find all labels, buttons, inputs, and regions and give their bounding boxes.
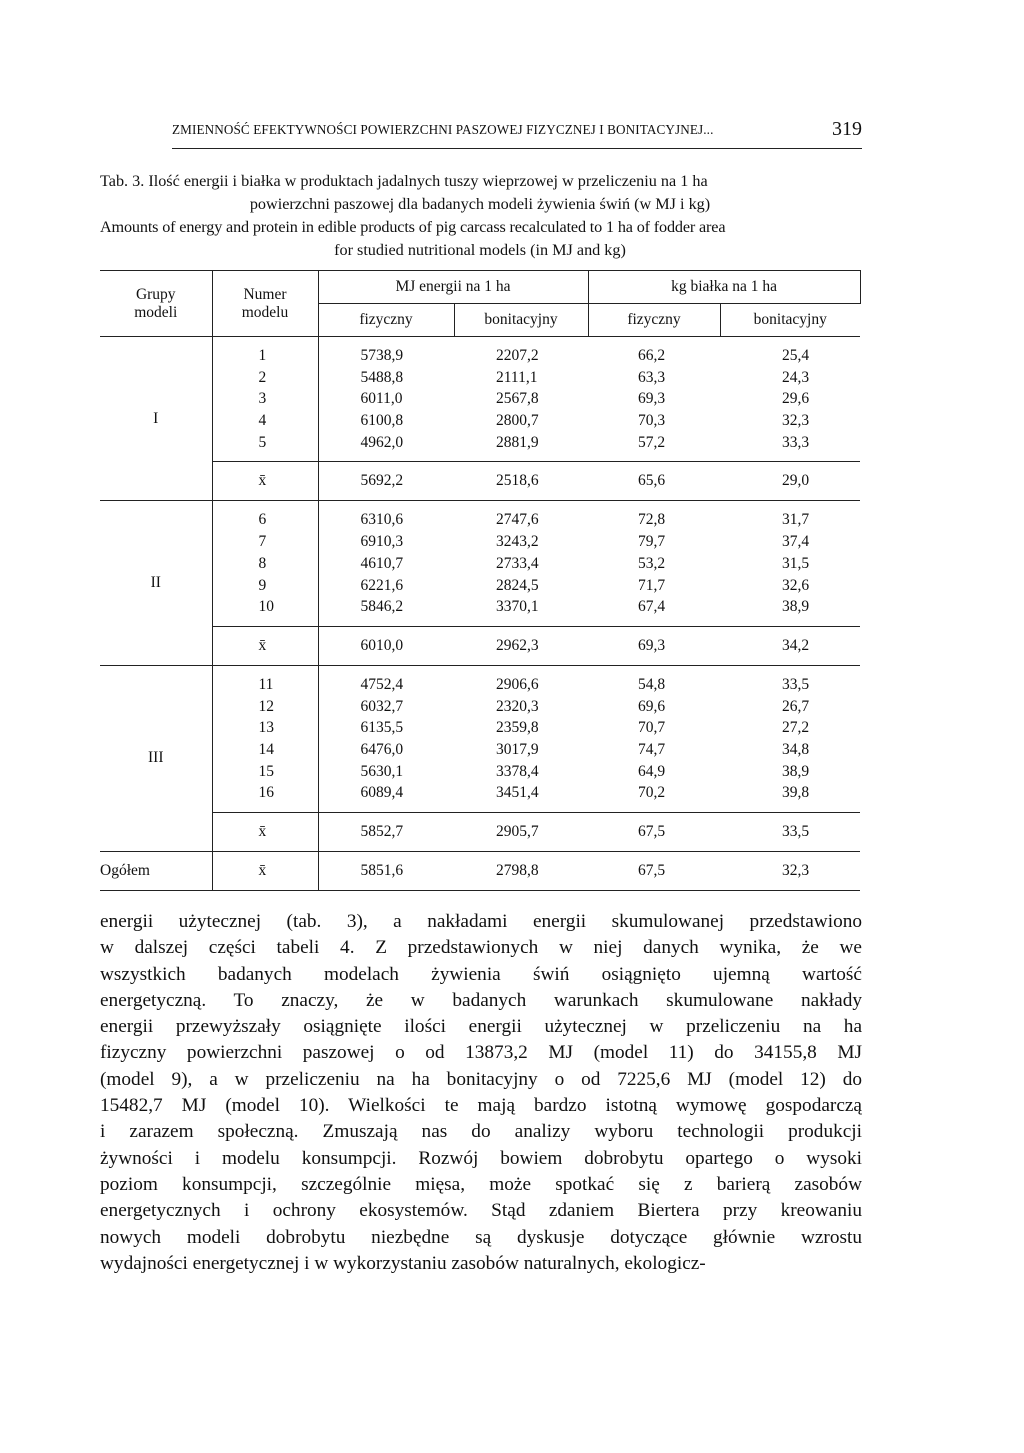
table-cell: 4962,0 [360,433,404,451]
body-line: energetyczną. To znaczy, że w badanych warunkach skumulowane nakłady [100,989,862,1011]
running-header [172,118,862,149]
table-cell: 11 [258,675,274,693]
table-cell: 2111,1 [496,368,538,386]
table-col-cell [318,501,454,626]
body-line: energii przewyższały osiągnięte ilości energii użytecznej w przeliczeniu na ha [100,1016,862,1038]
table-col-cell [212,501,318,626]
table-cell: 6089,4 [360,784,404,802]
table-cell: 37,4 [782,533,810,551]
table-col-cell [454,501,588,626]
table-cell: 2733,4 [496,554,539,572]
table-cell: 4610,7 [360,554,404,572]
table-cell: 6476,0 [360,740,404,758]
header-sub-3: bonitacyjny [720,304,860,337]
table-cell: 13 [258,719,274,737]
table-cell: 6032,7 [360,697,404,715]
table-col-cell [454,337,588,462]
body-line: wszystkich badanych modelach żywienia świń osiągnięto ujemną wartość [100,963,862,985]
table-cell: 3451,4 [496,784,539,802]
caption-line-4: for studied nutritional models (in MJ and kg) [334,241,626,259]
total-cell: 67,5 [588,852,720,891]
table-cell: 26,7 [782,697,810,715]
body-line: fizyczny powierzchni paszowej o od 13873,2 MJ (model 11) do 34155,8 MJ [100,1042,862,1064]
table-cell: 2881,9 [496,433,539,451]
table-cell: 2359,8 [496,719,539,737]
table-cell: 4 [258,412,267,430]
table-cell: 39,8 [782,784,810,802]
table-cell: 2207,2 [496,347,539,364]
mean-cell: 29,0 [720,462,860,501]
table-cell: 6011,0 [360,390,403,408]
total-cell: 5851,6 [318,852,454,891]
header-model-line: modelu [241,303,289,321]
table-cell: 2 [258,368,267,386]
table-cell: 32,6 [782,576,810,594]
table-col-cell [454,665,588,812]
table-cell: 69,3 [638,390,666,408]
mean-cell: 2962,3 [454,626,588,665]
table-cell: 64,9 [638,762,666,780]
table-cell: 3 [258,390,267,408]
mean-cell: 2518,6 [454,462,588,501]
table-cell: 15 [258,762,274,780]
table-cell: 6910,3 [360,533,404,551]
caption-line-3: Amounts of energy and protein in edible products of pig carcass recalculated to 1 ha of fodder area [100,218,726,236]
table-cell: 63,3 [638,368,666,386]
header-group-line: Grupy [135,285,176,303]
body-text [100,909,862,1277]
table-col-cell [212,337,318,462]
header-model [212,271,318,337]
mean-cell: 34,2 [720,626,860,665]
body-line: energii użytecznej (tab. 3), a nakładami energii skumulowanej przedstawiono [100,911,862,932]
mean-cell: 5692,2 [318,462,454,501]
body-line: 15482,7 MJ (model 10). Wielkości te mają bardzo istotną wymowę gospodarczą [100,1095,862,1117]
table-cell: 12 [258,697,274,715]
mean-cell: 2905,7 [454,813,588,852]
table-cell: 74,7 [638,740,666,758]
data-table [100,270,861,891]
table-cell: 5488,8 [360,368,404,386]
table-cell: 38,9 [782,598,810,616]
table-col-cell [720,501,860,626]
table-cell: 3017,9 [496,740,539,758]
table-cell: 31,5 [782,554,810,572]
group-label: II [100,501,212,665]
table-cell: 3378,4 [496,762,539,780]
table-cell: 8 [258,554,267,572]
table-cell: 33,3 [782,433,810,451]
table-cell: 27,2 [782,719,810,737]
page-number: 319 [832,118,862,140]
mean-cell: 6010,0 [318,626,454,665]
table-cell: 10 [258,598,274,616]
mean-cell: 5852,7 [318,813,454,852]
body-line: i zarazem społeczną. Zmuszają nas do analizy wyboru technologii produkcji [100,1121,862,1143]
table-cell: 24,3 [782,368,810,386]
header-sub-2: fizyczny [588,304,720,337]
table-cell: 9 [258,576,267,594]
table-cell: 34,8 [782,740,810,758]
table-cell: 5738,9 [360,347,404,364]
table-cell: 66,2 [638,347,666,364]
table-cell: 6221,6 [360,576,404,594]
table-cell: 6135,5 [360,719,404,737]
group-label: III [100,665,212,851]
table-cell: 69,6 [638,697,666,715]
header-model-line: Numer [243,285,287,303]
table-cell: 2567,8 [496,390,539,408]
table-cell: 3243,2 [496,533,539,551]
table-cell: 2800,7 [496,412,539,430]
table-cell: 2824,5 [496,576,539,594]
table-cell: 4752,4 [360,675,404,693]
table-col-cell [720,337,860,462]
table-cell: 57,2 [638,433,666,451]
table-col-cell [588,665,720,812]
mean-cell: 65,6 [588,462,720,501]
table-cell: 79,7 [638,533,666,551]
table-cell: 32,3 [782,412,810,430]
mean-cell: 33,5 [720,813,860,852]
table-cell: 67,4 [638,598,666,616]
table-cell: 5 [258,433,267,451]
body-line: poziom konsumpcji, szczególnie mięsa, może spotkać się z barierą zasobów [100,1173,862,1195]
table-cell: 7 [258,533,267,551]
table-cell: 53,2 [638,554,666,572]
total-cell: x̄ [212,852,318,891]
table-cell: 33,5 [782,675,810,693]
body-line: nowych modeli dobrobytu niezbędne są dyskusje dotyczące głównie wzrostu [100,1226,862,1248]
table-col-cell [212,665,318,812]
table-caption [100,170,860,262]
table-cell: 54,8 [638,675,666,693]
header-energy: MJ energii na 1 ha [318,271,588,304]
table-cell: 25,4 [782,347,810,364]
mean-cell: 67,5 [588,813,720,852]
caption-line-2: powierzchni paszowej dla badanych modeli żywienia świń (w MJ i kg) [249,195,711,213]
table-cell: 5630,1 [360,762,404,780]
mean-cell: x̄ [212,813,318,852]
body-line: (model 9), a w przeliczeniu na ha bonitacyjny o od 7225,6 MJ (model 12) do [100,1068,862,1090]
table-col-cell [720,665,860,812]
table-cell: 71,7 [638,576,666,594]
table-cell: 2906,6 [496,675,539,693]
header-group-line: modeli [134,303,178,321]
table-col-cell [318,665,454,812]
body-line: wydajności energetycznej i w wykorzystaniu zasobów naturalnych, ekologicz- [100,1252,706,1274]
table-cell: 6 [258,511,267,529]
total-cell: 32,3 [720,852,860,891]
mean-cell: 69,3 [588,626,720,665]
mean-cell: x̄ [212,626,318,665]
table-cell: 2320,3 [496,697,539,715]
header-sub-1: bonitacyjny [454,304,588,337]
table-cell: 38,9 [782,762,810,780]
body-line: w dalszej części tabeli 4. Z przedstawionych w niej danych wynika, że we [100,937,862,959]
table-cell: 2747,6 [496,511,539,529]
table-cell: 14 [258,740,274,758]
header-protein: kg białka na 1 ha [588,271,860,304]
table-cell: 31,7 [782,511,810,529]
table-cell: 16 [258,784,274,802]
table-cell: 6310,6 [360,511,404,529]
table-cell: 70,2 [638,784,666,802]
running-title: ZMIENNOŚĆ EFEKTYWNOŚCI POWIERZCHNI PASZOWEJ FIZYCZNEJ I BONITACYJNEJ... [172,122,714,137]
body-line: energetycznych i ochrony ekosystemów. Stąd zdaniem Biertera przy kreowaniu [100,1200,862,1222]
header-group [100,271,212,337]
table-col-cell [588,337,720,462]
table-col-cell [588,501,720,626]
caption-line-1: Tab. 3. Ilość energii i białka w produktach jadalnych tuszy wieprzowej w przeliczeniu na 1 ha [100,172,708,190]
table-cell: 6100,8 [360,412,404,430]
table-col-cell [318,337,454,462]
table-cell: 5846,2 [360,598,404,616]
table-cell: 29,6 [782,390,810,408]
total-cell: 2798,8 [454,852,588,891]
mean-cell: x̄ [212,462,318,501]
total-label: Ogółem [100,852,212,891]
table-cell: 3370,1 [496,598,539,616]
body-line: żywności i modelu konsumpcji. Rozwój bowiem dobrobytu opartego o wysoki [100,1147,862,1169]
table-cell: 72,8 [638,511,666,529]
table-cell: 70,3 [638,412,666,430]
group-label: I [100,337,212,501]
header-sub-0: fizyczny [318,304,454,337]
table-cell: 1 [258,347,267,364]
table-cell: 70,7 [638,719,666,737]
